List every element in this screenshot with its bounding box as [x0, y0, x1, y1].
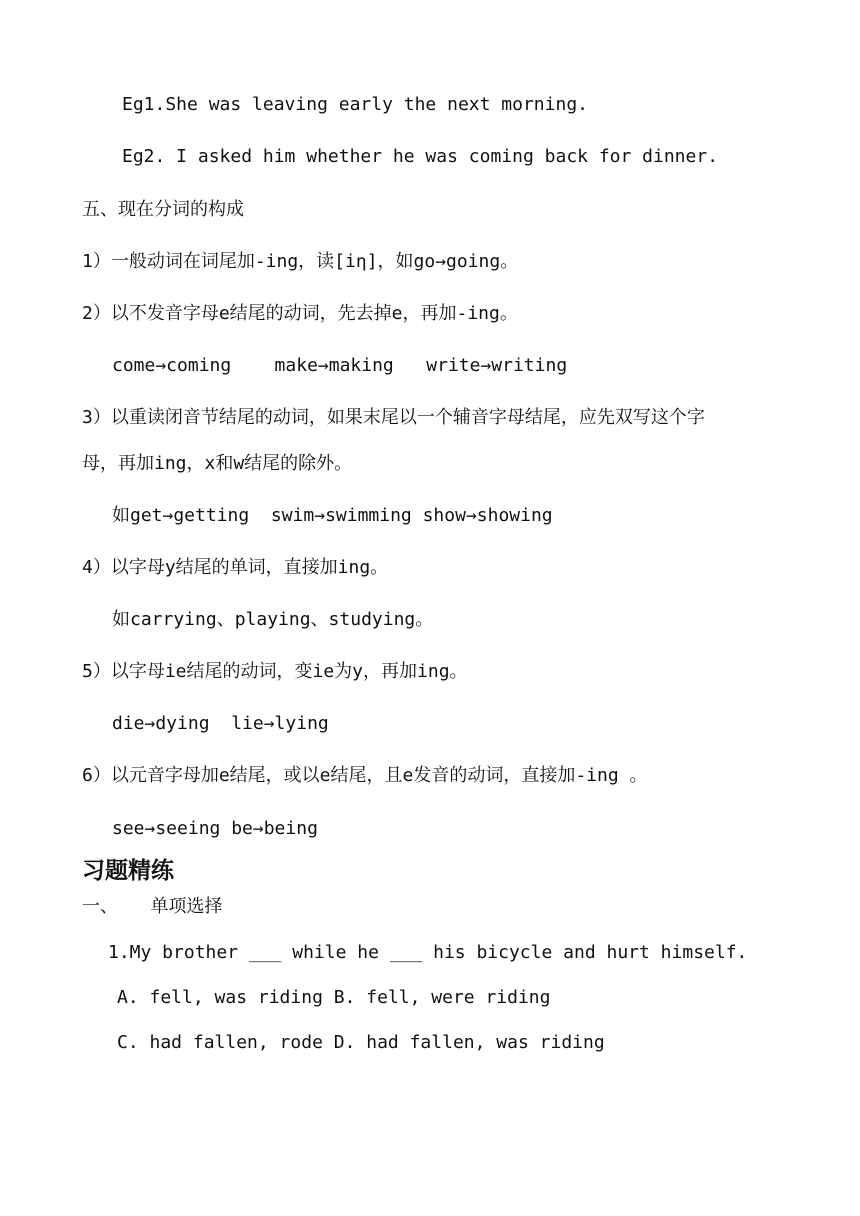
rule-1: 1）一般动词在词尾加-ing，读[iη]，如go→going。: [82, 251, 519, 272]
rule-5: 5）以字母ie结尾的动词，变ie为y，再加ing。: [82, 661, 468, 682]
rule-4-example: 如carrying、playing、studying。: [112, 609, 434, 630]
rule-2: 2）以不发音字母e结尾的动词，先去掉e，再加-ing。: [82, 303, 518, 324]
question-1-options-cd: C. had fallen, rode D. had fallen, was riding: [117, 1032, 605, 1053]
rule-4: 4）以字母y结尾的单词，直接加ing。: [82, 557, 389, 578]
rule-3-example: 如get→getting swim→swimming show→showing: [112, 505, 553, 526]
question-1-stem: 1.My brother ___ while he ___ his bicycle and hurt himself.: [108, 942, 748, 963]
example-1: Eg1.She was leaving early the next morning.: [122, 94, 588, 115]
rule-3-line-2: 母，再加ing，x和w结尾的除外。: [82, 453, 353, 474]
rule-3-line-1: 3）以重读闭音节结尾的动词，如果末尾以一个辅音字母结尾，应先双写这个字: [82, 407, 705, 428]
rule-2-example: come→coming make→making write→writing: [112, 355, 568, 376]
rule-5-example: die→dying lie→lying: [112, 713, 329, 734]
exercises-heading: 习题精练: [82, 858, 174, 884]
rule-6-example: see→seeing be→being: [112, 818, 318, 839]
rule-6: 6）以元音字母加e结尾，或以e结尾，且e发音的动词，直接加-ing 。: [82, 765, 648, 786]
section-5-title: 五、现在分词的构成: [82, 199, 244, 220]
part-1-title: 一、 单项选择: [82, 896, 223, 917]
question-1-options-ab: A. fell, was riding B. fell, were riding: [117, 987, 551, 1008]
example-2: Eg2. I asked him whether he was coming back for dinner.: [122, 146, 719, 167]
